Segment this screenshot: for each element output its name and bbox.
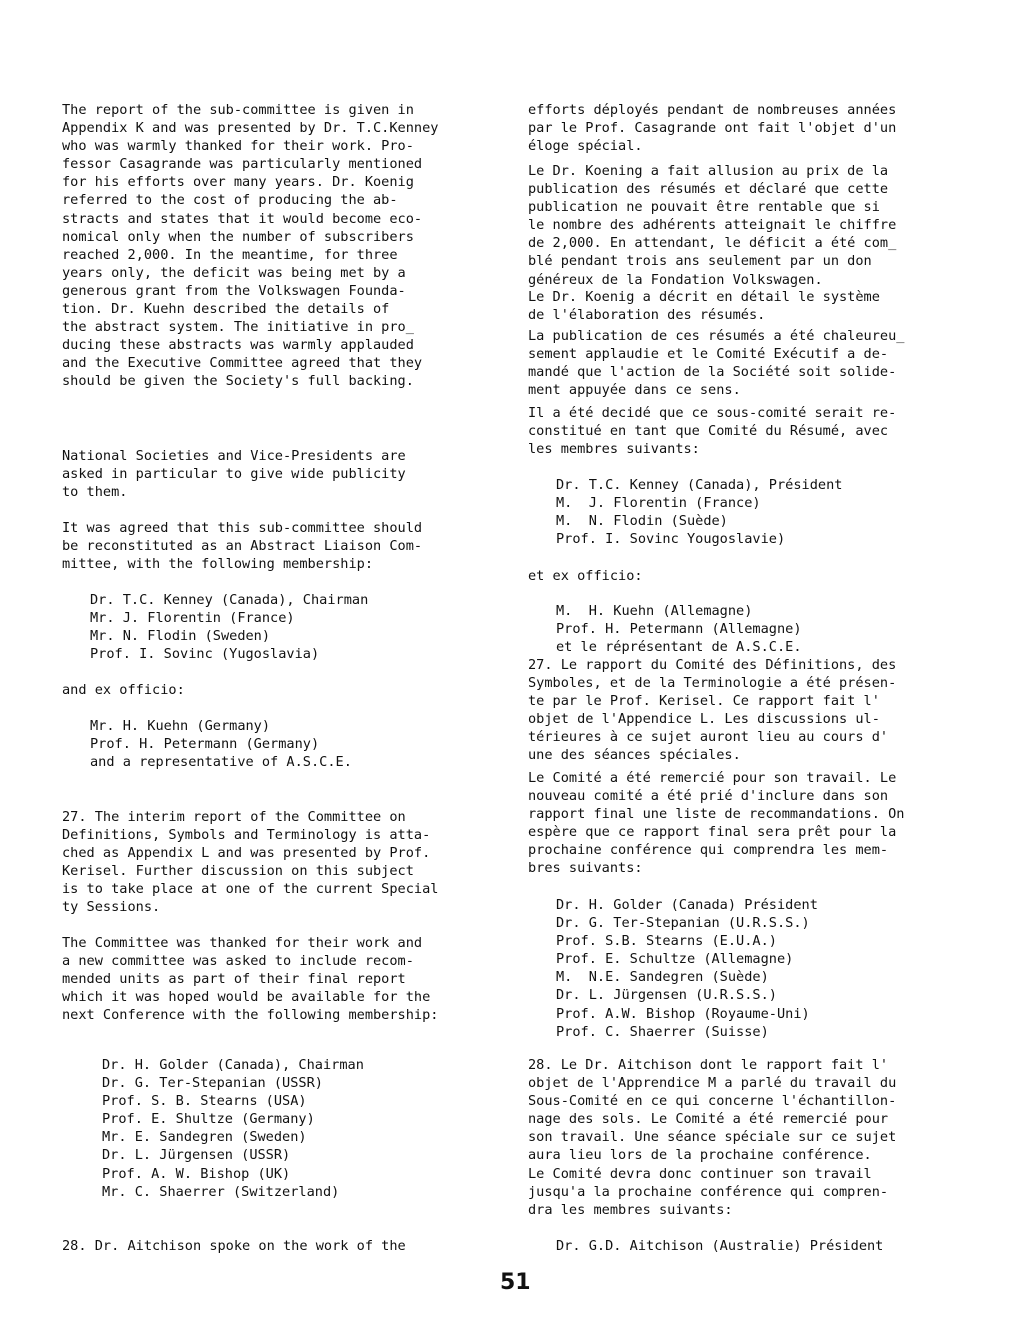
right-kuehn-paragraph: Le Dr. Koenig a décrit en détail le système de l'élaboration des résumés.	[528, 289, 880, 324]
right-item-27-paragraph: 27. Le rapport du Comité des Définitions, des Symboles, et de la Terminologie a été présen- te par le Prof. Kerisel. Ce rapport fait l' objet de l'Appendice L. Les discussions ul- térieures à ce sujet auront lieu au cours d' une des séances spéciales.	[528, 657, 897, 764]
left-reconstitute-paragraph: It was agreed that this sub-committee should be reconstituted as an Abstract Liaison Com- mittee, with the following membership:	[62, 520, 423, 573]
left-intro-paragraph: The report of the sub-committee is given in Appendix K and was presented by Dr. T.C.Kenney who was warmly thanked for their work. Pro- fessor Casagrande was particularly mentioned for his efforts over many years. Dr. Koenig referred to the cost of producing the ab- stracts and states that it would become eco- nomical only when the number of subscribers reached 2,000. In the meantime, for three years only, the deficit was being met by a generous grant from the Volkswagen Founda- tion. Dr. Kuehn described the details of the abstract system. The initiative in pro_ ducing these abstracts was warmly applauded and the Executive Committee agreed that they should be given the Society's full backing.	[62, 102, 439, 390]
left-definitions-members-list: Dr. H. Golder (Canada), Chairman Dr. G. Ter-Stepanian (USSR) Prof. S. B. Stearns (USA) Prof. E. Shultze (Germany) Mr. E. Sandegren (Sweden) Dr. L. Jürgensen (USSR) Prof. A. W. Bishop (UK) Mr. C. Shaerrer (Switzerland)	[102, 1057, 364, 1200]
left-publicity-paragraph: National Societies and Vice-Presidents are asked in particular to give wide publicity to them.	[62, 448, 406, 501]
right-resume-members-list: Dr. T.C. Kenney (Canada), Président M. J. Florentin (France) M. N. Flodin (Suède) Prof. I. Sovinc Yougoslavie)	[556, 477, 843, 548]
left-committee-thanked-paragraph: The Committee was thanked for their work and a new committee was asked to include recom- mended units as part of their final report which it was hoped would be available for the next Conference with the following membership:	[62, 935, 439, 1024]
left-item-27-paragraph: 27. The interim report of the Committee on Definitions, Symbols and Terminology is atta- ched as Appendix L and was presented by Prof. Kerisel. Further discussion on this subject is to take place at one of the current Special ty Sessions.	[62, 809, 439, 916]
page-number: 51	[500, 1270, 531, 1295]
right-aitchison-president-line: Dr. G.D. Aitchison (Australie) Président	[556, 1238, 884, 1254]
right-item-28-paragraph: 28. Le Dr. Aitchison dont le rapport fait l' objet de l'Apprendice M a parlé du travail du Sous-Comité en ce qui concerne l'échantillon- nage des sols. Le Comité a été remercié pour son travail. Une séance spéciale sur ce sujet aura lieu lors de la prochaine conférence. Le Comité devra donc continuer son travail jusqu'a la prochaine conférence qui compren- dra les membres suivants:	[528, 1057, 897, 1218]
left-item-28-start: 28. Dr. Aitchison spoke on the work of the	[62, 1238, 406, 1254]
right-efforts-paragraph: efforts déployés pendant de nombreuses années par le Prof. Casagrande ont fait l'objet d'un éloge spécial.	[528, 102, 897, 155]
left-exofficio-label: and ex officio:	[62, 682, 185, 698]
right-exofficio-label: et ex officio:	[528, 568, 643, 584]
right-decided-paragraph: Il a été decidé que ce sous-comité serait re- constitué en tant que Comité du Résumé, avec les membres suivants:	[528, 405, 897, 458]
right-applause-paragraph: La publication de ces résumés a été chaleureu_ sement applaudie et le Comité Exécutif a de- mandé que l'action de la Société soit solide- ment appuyée dans ce sens.	[528, 328, 905, 399]
left-exofficio-members-list: Mr. H. Kuehn (Germany) Prof. H. Petermann (Germany) and a representative of A.S.C.E.	[90, 718, 352, 771]
right-committee-thanked-paragraph: Le Comité a été remercié pour son travail. Le nouveau comité a été prié d'inclure dans son rapport final une liste de recommandations. On espère que ce rapport final sera prêt pour la prochaine conférence qui comprendra les mem- bres suivants:	[528, 770, 905, 877]
right-koenig-paragraph: Le Dr. Koening a fait allusion au prix de la publication des résumés et déclaré que cette publication ne pouvait être rentable que si le nombre des adhérents atteignait le chiffre de 2,000. En attendant, le déficit a été com_ blé pendant trois ans seulement par un don généreux de la Fondation Volkswagen.	[528, 163, 897, 288]
right-definitions-members-list: Dr. H. Golder (Canada) Président Dr. G. Ter-Stepanian (U.R.S.S.) Prof. S.B. Stearns (E.U.A.) Prof. E. Schultze (Allemagne) M. N.E. Sandegren (Suède) Dr. L. Jürgensen (U.R.S.S.) Prof. A.W. Bishop (Royaume-Uni) Prof. C. Shaerrer (Suisse)	[556, 897, 818, 1040]
left-liaison-members-list: Dr. T.C. Kenney (Canada), Chairman Mr. J. Florentin (France) Mr. N. Flodin (Sweden) Prof. I. Sovinc (Yugoslavia)	[90, 592, 369, 663]
right-exofficio-members-list: M. H. Kuehn (Allemagne) Prof. H. Petermann (Allemagne) et le réprésentant de A.S.C.E.	[556, 603, 802, 656]
